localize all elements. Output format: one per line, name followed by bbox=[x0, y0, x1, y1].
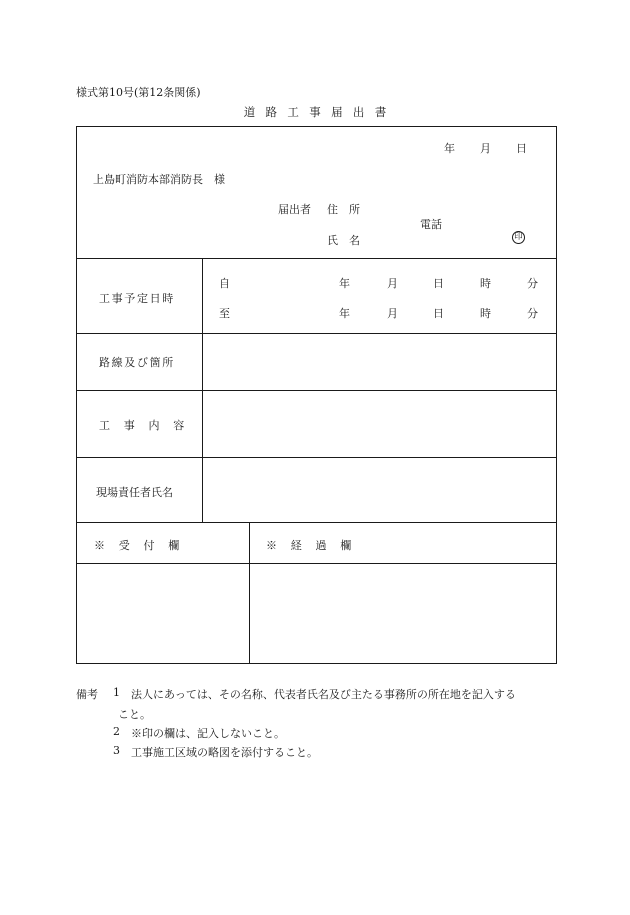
rule-label-column bbox=[202, 258, 203, 522]
seal-icon: 印 bbox=[512, 231, 525, 244]
reception-label: ※受付欄 bbox=[94, 539, 193, 552]
rule-route-bottom bbox=[76, 390, 557, 391]
rule-office-divider bbox=[249, 522, 250, 664]
schedule-to-minute: 分 bbox=[527, 307, 538, 320]
schedule-to-month: 月 bbox=[387, 307, 398, 320]
note-2-number: 2 bbox=[113, 725, 120, 738]
form-number-label: 様式第10号(第12条関係) bbox=[76, 86, 201, 99]
rule-header-bottom bbox=[76, 258, 557, 259]
note-1-number: 1 bbox=[113, 686, 120, 699]
schedule-from-hour: 時 bbox=[480, 277, 491, 290]
supervisor-label: 現場責任者氏名 bbox=[96, 486, 173, 499]
name-label: 氏 名 bbox=[327, 234, 360, 247]
rule-office-header-bottom bbox=[76, 563, 557, 564]
schedule-from-label: 自 bbox=[219, 277, 230, 290]
addressee: 上島町消防本部消防長 様 bbox=[93, 173, 225, 186]
note-3-number: 3 bbox=[113, 744, 120, 757]
schedule-from-year: 年 bbox=[339, 277, 350, 290]
notes-heading: 備考 bbox=[76, 688, 98, 701]
note-2-text: ※印の欄は、記入しないこと。 bbox=[131, 727, 285, 740]
schedule-to-year: 年 bbox=[339, 307, 350, 320]
rule-schedule-bottom bbox=[76, 333, 557, 334]
date-month-label: 月 bbox=[480, 142, 491, 155]
note-1-text-continued: こと。 bbox=[118, 708, 151, 721]
document-title: 道路工事届出書 bbox=[243, 105, 397, 119]
rule-supervisor-bottom bbox=[76, 522, 557, 523]
schedule-to-label: 至 bbox=[219, 307, 230, 320]
note-3-text: 工事施工区域の略図を添付すること。 bbox=[131, 746, 318, 759]
progress-label: ※経過欄 bbox=[266, 539, 365, 552]
content-label: 工事内容 bbox=[99, 419, 198, 432]
schedule-from-day: 日 bbox=[433, 277, 444, 290]
schedule-from-month: 月 bbox=[387, 277, 398, 290]
schedule-from-minute: 分 bbox=[527, 277, 538, 290]
schedule-to-hour: 時 bbox=[480, 307, 491, 320]
address-label: 住 所 bbox=[327, 203, 360, 216]
applicant-label: 届出者 bbox=[278, 203, 311, 216]
note-1-text: 法人にあっては、その名称、代表者氏名及び主たる事務所の所在地を記入する bbox=[131, 688, 516, 701]
schedule-label: 工事予定日時 bbox=[99, 292, 175, 305]
rule-content-bottom bbox=[76, 457, 557, 458]
form-table bbox=[76, 126, 557, 664]
date-year-label: 年 bbox=[444, 142, 455, 155]
schedule-to-day: 日 bbox=[433, 307, 444, 320]
route-label: 路線及び箇所 bbox=[99, 356, 175, 369]
date-day-label: 日 bbox=[516, 142, 527, 155]
phone-label: 電話 bbox=[420, 218, 442, 231]
